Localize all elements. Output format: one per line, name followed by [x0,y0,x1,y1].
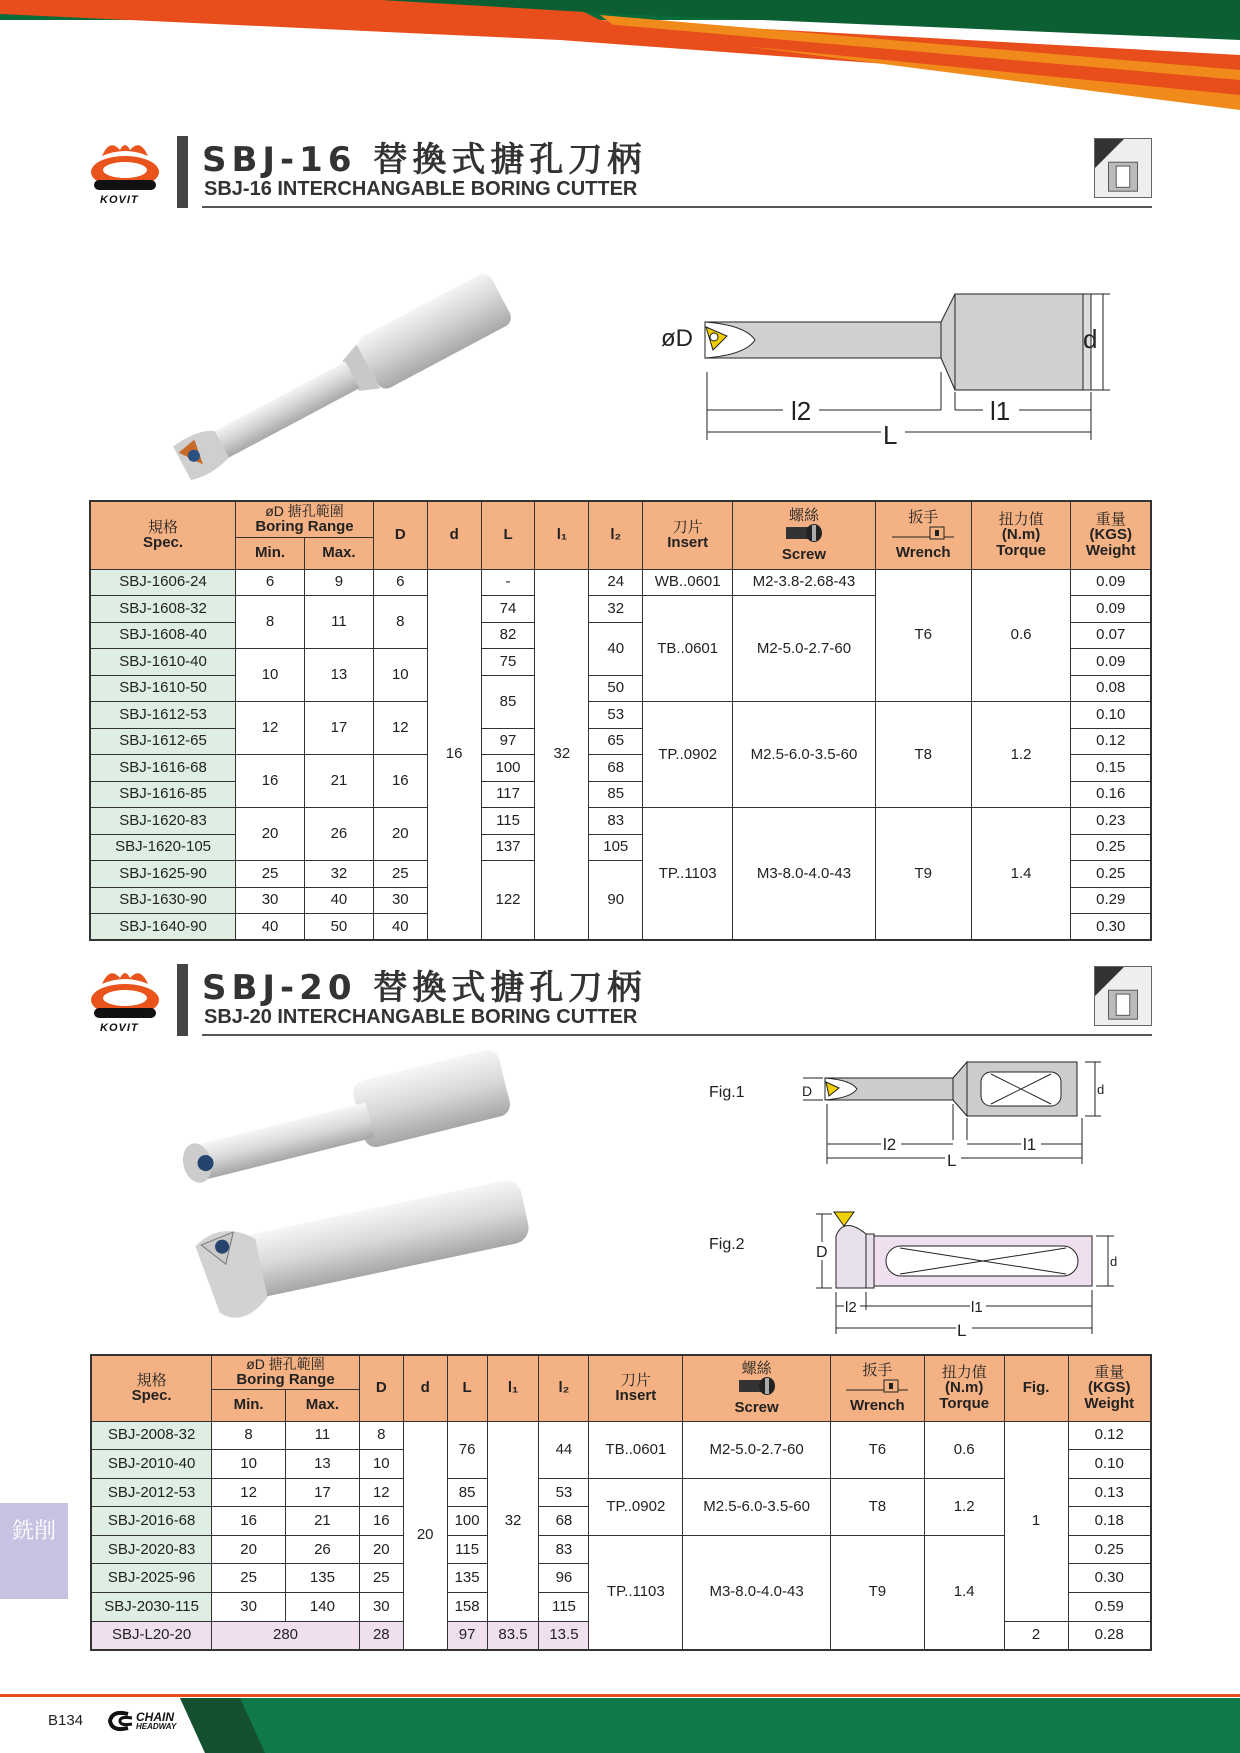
screw-icon [737,1376,777,1396]
section2-title-en: SBJ-20 INTERCHANGABLE BORING CUTTER [204,1006,638,1028]
header-torque: 扭力值 (N.m) Torque [924,1355,1004,1421]
title-bar [177,964,188,1036]
sbj20-spec-table [90,1354,1152,1651]
header-boring-range: øD 搪孔範圍 Boring Range [212,1355,360,1389]
header-D: D [359,1355,403,1421]
table-row: SBJ-2008-32 8 11 8 20 76 32 44 TB..0601 M2-5.0-2.7-60 T6 0.6 1 0.12 [91,1421,1151,1450]
header-max: Max. [304,537,373,569]
header-L: L [481,501,535,569]
header-weight: 重量 (KGS) Weight [1071,501,1151,569]
table-row: SBJ-1625-90 25 32 25 122 90 0.25 [90,861,1151,888]
header-weight: 重量 (KGS) Weight [1068,1355,1151,1421]
dim-d-label: d [1083,324,1098,354]
dim-l1-label: l1 [990,396,1011,426]
top-banner-stripes [0,0,1240,120]
boring-category-icon [1094,138,1152,198]
table-row: SBJ-2020-83 20 26 20 115 83 TP..1103 M3-8.0-4.0-43 T9 1.4 0.25 [91,1535,1151,1564]
header-l1: l₁ [487,1355,539,1421]
sbj20-product-photo [170,1050,550,1330]
chain-headway-logo-icon [106,1710,134,1732]
svg-text:l1: l1 [971,1299,983,1316]
svg-text:l1: l1 [1023,1135,1037,1154]
title-underline [202,206,1152,208]
header-min: Min. [212,1389,286,1421]
wrench-icon [844,1378,910,1394]
table-row: SBJ-2016-68 16 21 16 100 68 0.18 [91,1507,1151,1536]
header-L: L [447,1355,487,1421]
table-row: SBJ-L20-20 280 28 97 83.5 13.5 2 0.28 [91,1621,1151,1650]
section2-header [90,964,1152,1044]
table-row: SBJ-1640-90 40 50 40 0.30 [90,914,1151,941]
header-fig: Fig. [1004,1355,1068,1421]
table-row: SBJ-1610-40 10 13 10 75 0.09 [90,649,1151,676]
logo-text: KOVIT [100,1022,139,1034]
dim-L-label: L [883,420,898,450]
table-row: SBJ-1616-85 117 85 0.16 [90,781,1151,808]
logo-text: KOVIT [100,194,139,206]
fig2-label: Fig.2 [709,1236,745,1253]
section1-header [90,136,1152,216]
table-row: SBJ-1612-53 12 17 12 53 TP..0902 M2.5-6.0-3.5-60 T8 1.2 0.10 [90,702,1151,729]
svg-text:d: d [1097,1082,1105,1097]
header-d: d [403,1355,447,1421]
dim-l2-label: l2 [791,396,812,426]
table-row: SBJ-1612-65 97 65 0.12 [90,728,1151,755]
table-row: SBJ-1608-40 82 40 0.07 [90,622,1151,649]
section2-title-cn: SBJ-20 替換式搪孔刀柄 [202,968,647,1008]
section1-title-en: SBJ-16 INTERCHANGABLE BORING CUTTER [204,178,638,200]
header-wrench: 扳手 Wrench [875,501,971,569]
header-max: Max. [286,1389,360,1421]
table-row: SBJ-2012-53 12 17 12 85 53 TP..0902 M2.5-6.0-3.5-60 T8 1.2 0.13 [91,1478,1151,1507]
side-tab-milling: 銑削 [0,1503,68,1599]
sbj16-spec-table [89,500,1152,941]
svg-text:l2: l2 [883,1135,897,1154]
table-row: SBJ-2030-115 30 140 30 158 115 0.59 [91,1593,1151,1622]
table-row: SBJ-1606-24 6 9 6 16 - 32 24 WB..0601 M2-3.8-2.68-43 T6 0.6 0.09 [90,569,1151,596]
svg-text:D: D [802,1083,813,1099]
svg-text:d: d [1110,1254,1118,1269]
svg-text:D: D [816,1244,828,1261]
header-d: d [427,501,481,569]
section1-title-cn: SBJ-16 替換式搪孔刀柄 [202,140,647,180]
header-screw: 螺絲 Screw [733,501,876,569]
header-screw: 螺絲 Screw [683,1355,831,1421]
sbj16-dimension-diagram [655,280,1115,450]
chain-headway-logo: CHAIN HEADWAY [106,1710,188,1734]
header-D: D [373,501,427,569]
header-l2: l₂ [539,1355,589,1421]
fig2-diagram [810,1206,1130,1338]
header-l2: l₂ [589,501,643,569]
header-spec: 規格 Spec. [91,1355,212,1421]
table-row: SBJ-1630-90 30 40 30 0.29 [90,887,1151,914]
header-spec: 規格 Spec. [90,501,236,569]
table-row: SBJ-2025-96 25 135 25 135 96 0.30 [91,1564,1151,1593]
screw-icon [784,523,824,543]
table-row: SBJ-1616-68 16 21 16 100 68 0.15 [90,755,1151,782]
svg-text:L: L [957,1321,967,1338]
title-underline [202,1034,1152,1036]
header-min: Min. [236,537,305,569]
header-insert: 刀片 Insert [643,501,733,569]
fig1-label: Fig.1 [709,1084,745,1101]
header-wrench: 扳手 Wrench [830,1355,924,1421]
wrench-icon [890,525,956,541]
table-row: SBJ-2010-40 10 13 10 0.10 [91,1450,1151,1479]
boring-category-icon [1094,966,1152,1026]
table-row: SBJ-1608-32 8 11 8 74 32 TB..0601 M2-5.0-2.7-60 0.09 [90,596,1151,623]
page-number: B134 [48,1712,84,1729]
table-row: SBJ-1620-83 20 26 20 115 83 TP..1103 M3-8.0-4.0-43 T9 1.4 0.23 [90,808,1151,835]
table-row: SBJ-1620-105 137 105 0.25 [90,834,1151,861]
table-row: SBJ-1610-50 85 50 0.08 [90,675,1151,702]
header-l1: l₁ [535,501,589,569]
sbj16-product-photo [160,262,560,482]
dim-od-label: øD [661,325,693,352]
header-boring-range: øD 搪孔範圍 Boring Range [236,501,374,537]
header-torque: 扭力值 (N.m) Torque [971,501,1071,569]
title-bar [177,136,188,208]
header-insert: 刀片 Insert [589,1355,683,1421]
fig1-diagram [795,1054,1115,1174]
svg-text:L: L [947,1151,957,1170]
svg-text:l2: l2 [845,1299,857,1316]
